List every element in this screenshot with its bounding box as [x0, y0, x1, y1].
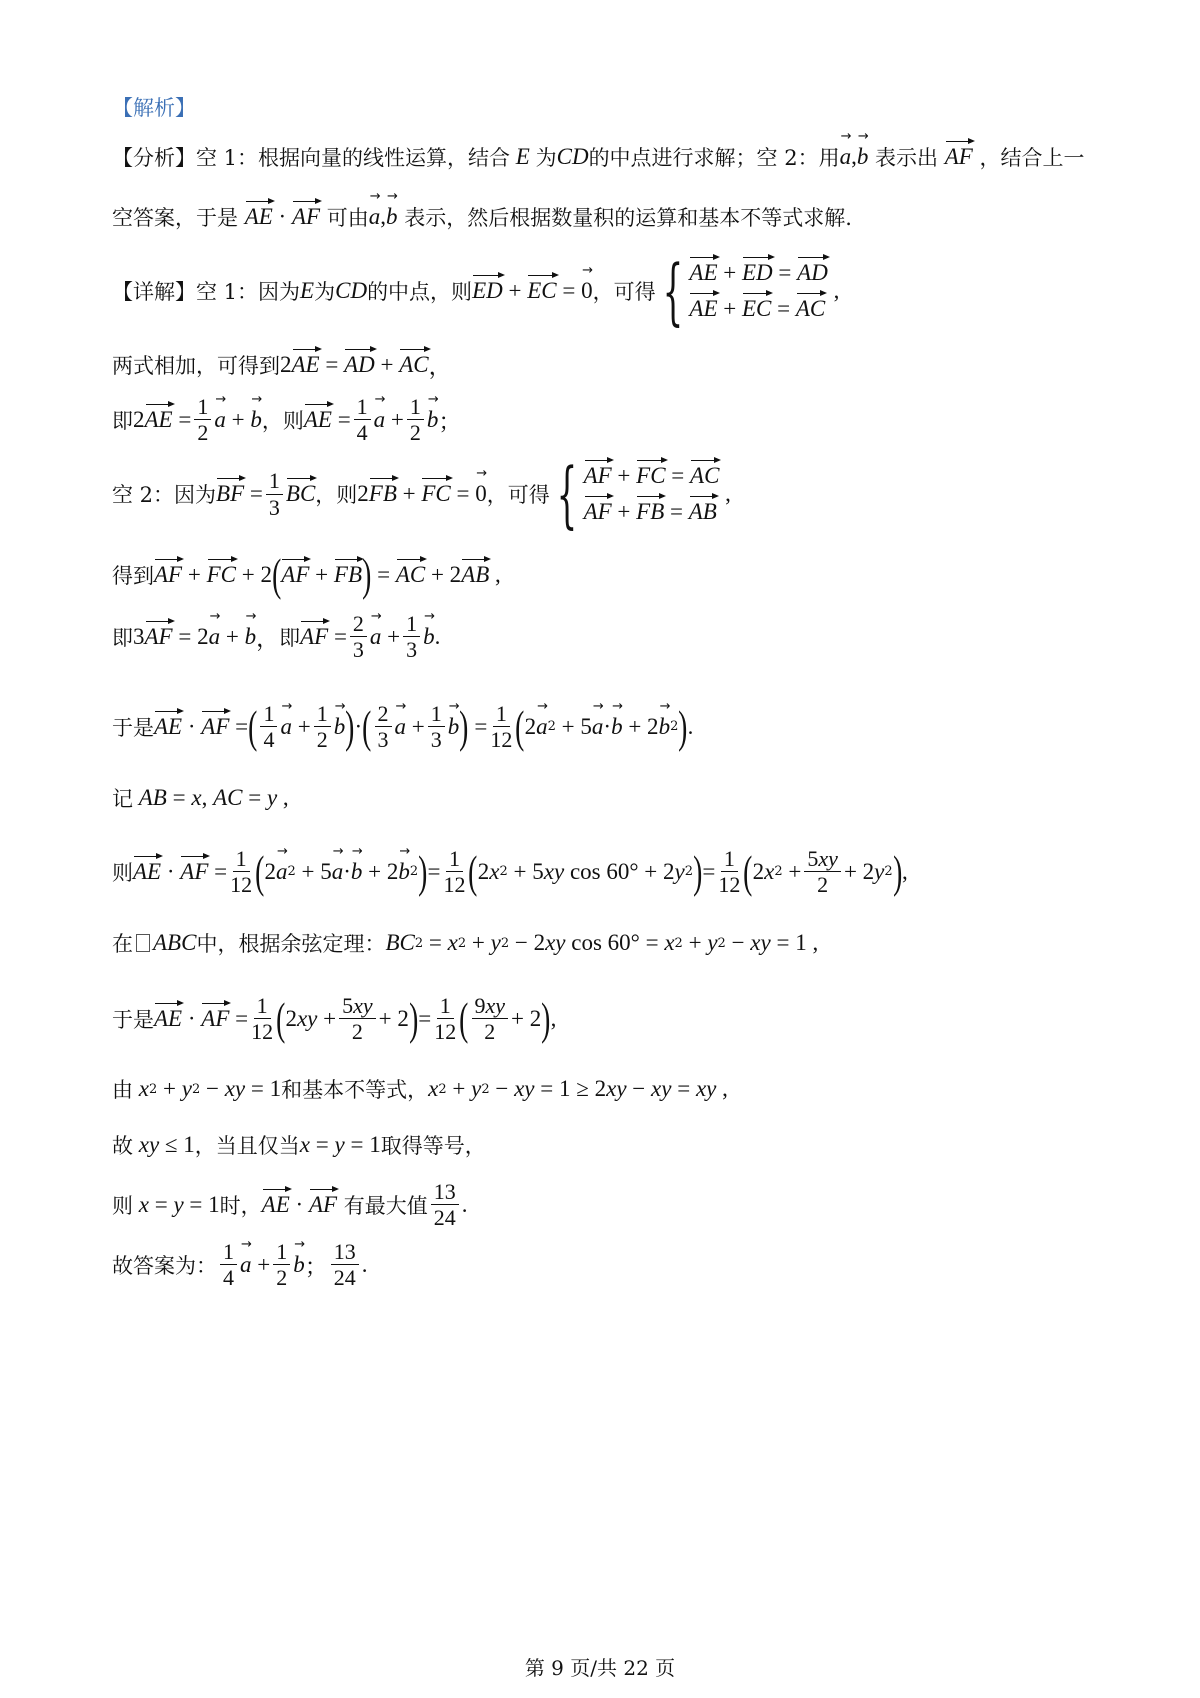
max-value-line: 则 x = y = 1 时， AE · AF 有最大值 $\frac{13}{24}$ . — [112, 1179, 468, 1231]
section-heading: 【解析】 — [112, 96, 196, 120]
dot-product-line: 于是 AE · AF = ( $\frac{1}{4}$ → a + $\frac{1}{2}$ → b ) · ( $\frac{2}{3}$ → a + $\frac{1}{3}$ → b ) = $\frac{1}{12}$ ( 2 → a 2 + 5 → a · → b + 2 → b 2 ) . — [112, 700, 693, 753]
ae-result-line: 即 2 AE = $\frac{1}{2}$ → a + → b ，则 AE = $\frac{1}{4}$ → a + $\frac{1}{2}$ → b ； — [112, 395, 461, 444]
cosine-line: 在 ABC 中，根据余弦定理： BC 2 = x 2 + y 2 − 2 xy cos 60° = x 2 + y 2 − xy = 1 , — [112, 930, 819, 956]
inequality-line: 由 x 2 + y 2 − xy = 1 和基本不等式， x 2 + y 2 − xy = 1 ≥ 2 xy − xy = xy , — [112, 1076, 728, 1102]
expand-line: 则 AE · AF = $\frac{1}{12}$ ( 2 → a 2 + 5 → a · → b + 2 → b 2 ) = $\frac{1}{12}$ ( 2 x 2 + 5 xy cos 60° + 2 y 2 ) = $\frac{1}{12}$ ( 2 x 2 + $\frac{5xy}{2}$ + 2 y 2 ) , — [112, 845, 908, 898]
analysis-line-1: 【分析】 空 1：根据向量的线性运算，结合 E 为 CD 的中点进行求解；空 2：用 → a , → b 表示出 AF ，结合上一 — [112, 142, 1085, 172]
simplify-line: 于是 AE · AF = $\frac{1}{12}$ ( 2 xy + $\frac{5xy}{2}$ + 2 ) = $\frac{1}{12}$ ( $\frac{9xy}{2}$ + 2 ) , — [112, 992, 557, 1044]
analysis-line-2: 空答案，于是 AE · AF 可由 → a , → b 表示，然后根据数量积的运算和基本不等式求解. — [112, 202, 852, 232]
triangle-symbol — [136, 934, 150, 952]
detail-blank2-line: 空 2：因为 BF = $\frac{1}{3}$ BC ，则 2 FB + FC = → 0 ，可得 { AF + FC = AC AF + FB = AB , — [112, 458, 731, 530]
equation-system-2: { AF + FC = AC AF + FB = AB — [556, 452, 720, 536]
xy-bound-line: 故 xy ≤ 1 ，当且仅当 x = y = 1 取得等号， — [112, 1132, 486, 1158]
af-result-line: 即 3 AF = 2 → a + → b ， 即 AF = $\frac{2}{3}$ → a + $\frac{1}{3}$ → b . — [112, 612, 440, 661]
combine-line: 得到 AF + FC + 2 ( AF + FB ) = AC + 2 AB , — [112, 549, 501, 600]
sum-line: 两式相加，可得到 2 AE = AD + AC ， — [112, 351, 452, 379]
equation-system-1: { AE + ED = AD AE + EC = AC — [662, 249, 828, 333]
define-xy-line: 记 AB = x , AC = y , — [112, 785, 289, 811]
page-footer: 第 9 页/共 22 页 — [524, 1656, 676, 1680]
answer-line: 故答案为： $\frac{1}{4}$ → a + $\frac{1}{2}$ → b ； $\frac{13}{24}$ . — [112, 1240, 367, 1289]
detail-blank1-line: 【详解】 空 1：因为 E 为 CD 的中点，则 ED + EC = → 0 ，可得 { AE + ED = AD AE + EC = AC , — [112, 255, 839, 327]
